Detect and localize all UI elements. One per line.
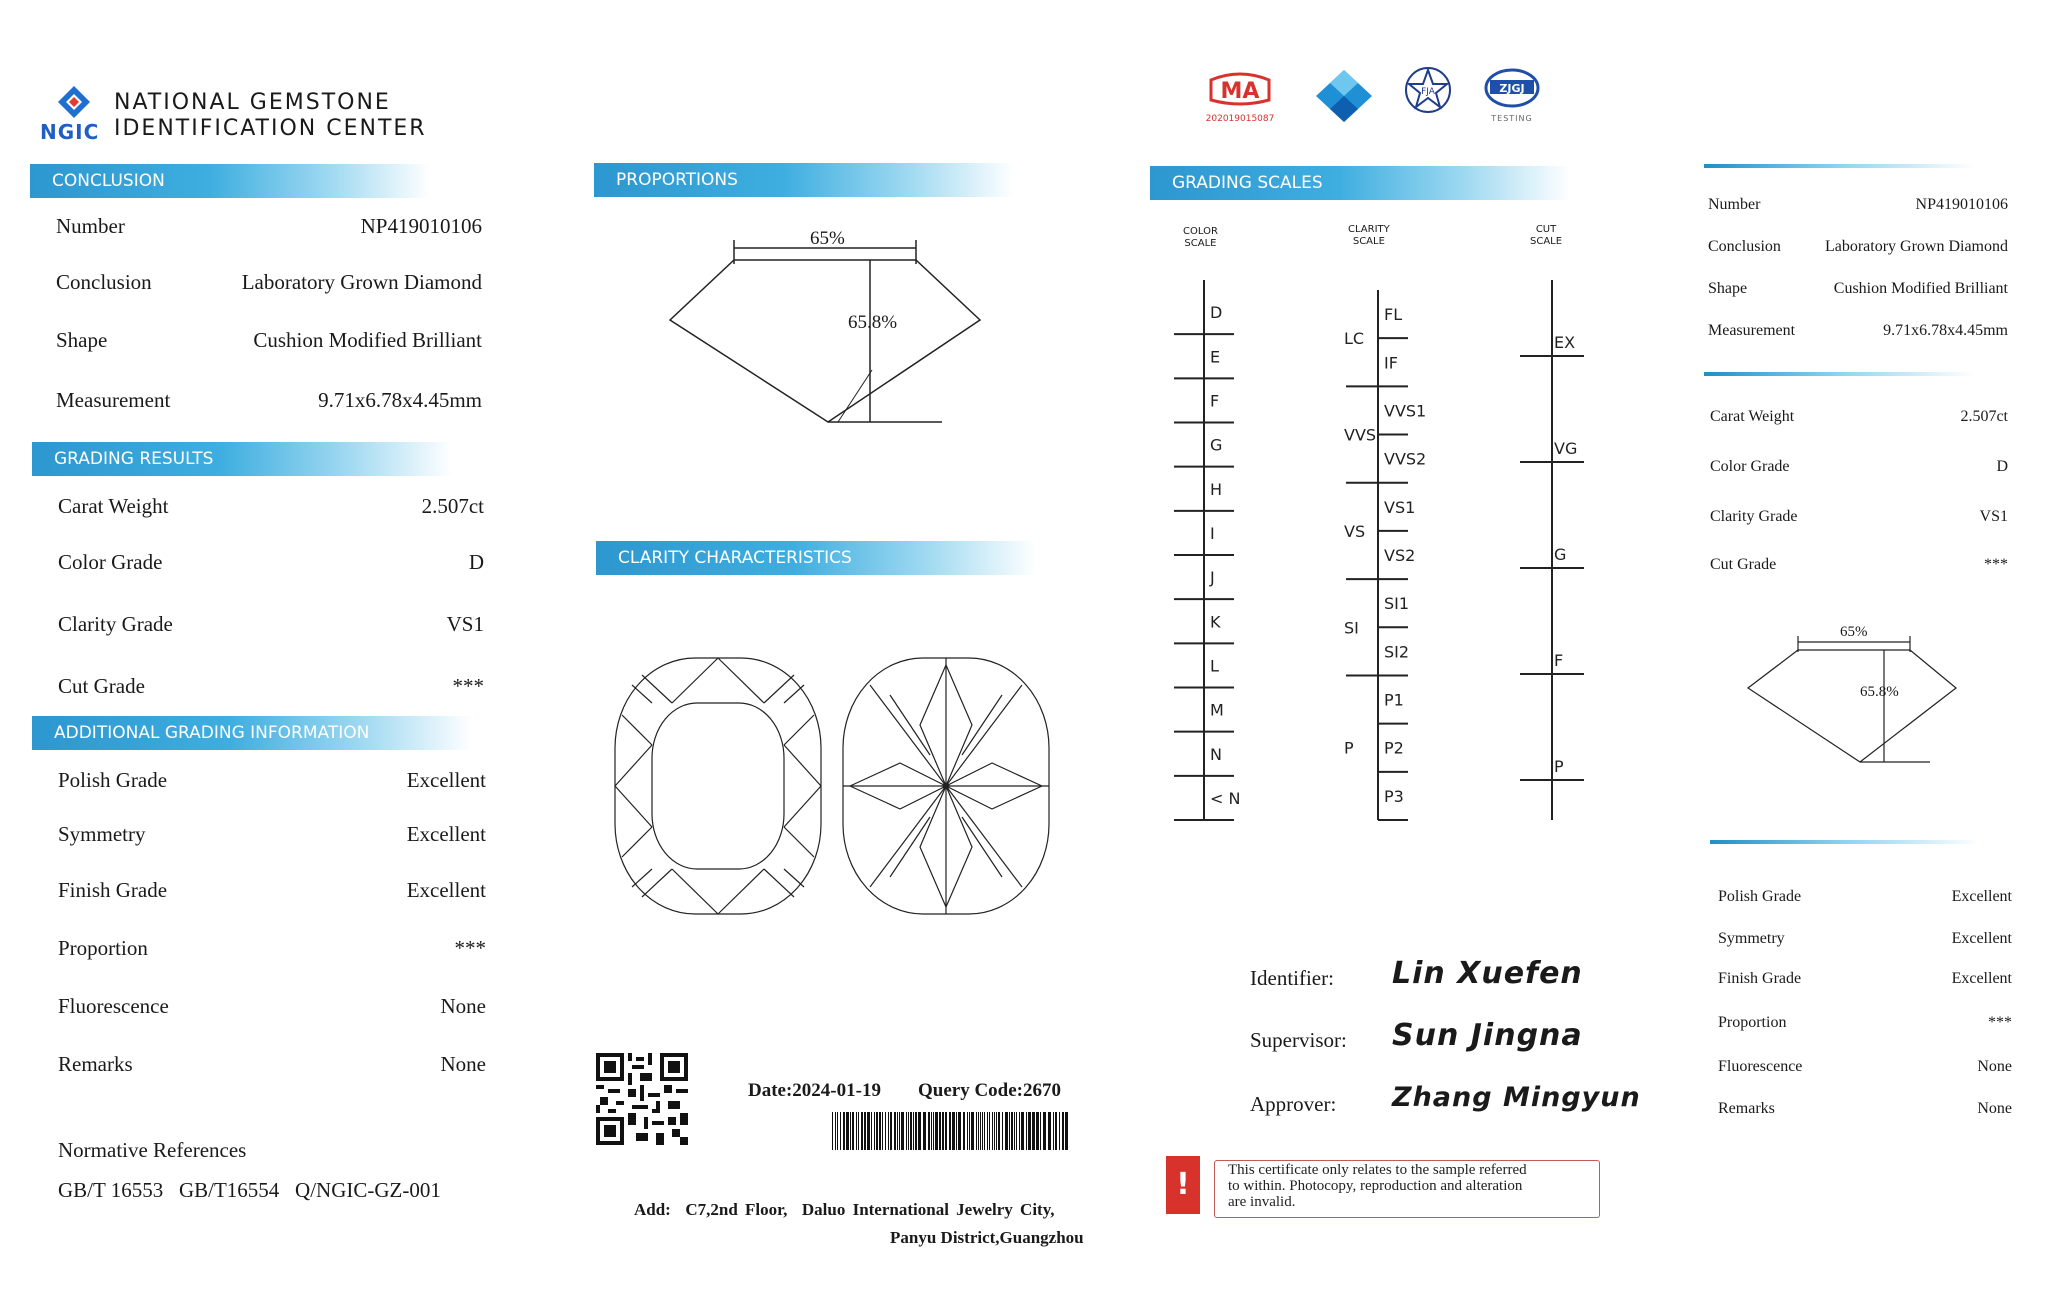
barcode-bar — [1043, 1112, 1046, 1150]
barcode-bar — [906, 1112, 907, 1150]
info-row-label: Fluorescence — [1718, 1058, 1803, 1075]
info-row-value: D — [468, 550, 484, 574]
barcode-bar — [1002, 1112, 1003, 1150]
ma-seal-icon — [1205, 70, 1275, 110]
cut-grade-label: P — [1554, 757, 1564, 776]
color-grade-label: I — [1210, 523, 1215, 543]
barcode-bar — [963, 1112, 965, 1150]
barcode-bar — [945, 1112, 947, 1150]
info-row-label: Clarity Grade — [1710, 508, 1798, 525]
barcode-bar — [1005, 1112, 1008, 1150]
barcode-bar — [1059, 1112, 1060, 1150]
clarity-grade-label: SI1 — [1384, 594, 1410, 614]
info-row-label: Shape — [1708, 280, 1748, 297]
barcode-bar — [958, 1112, 961, 1150]
info-row — [56, 328, 482, 358]
barcode-bar — [874, 1112, 875, 1150]
clarity-grade-label: SI2 — [1384, 642, 1410, 662]
info-row-value: D — [1996, 458, 2008, 475]
accreditation-code: 202019015087 — [1205, 114, 1275, 124]
clarity-characteristics-header: CLARITY CHARACTERISTICS — [596, 541, 1036, 575]
address-line2: Panyu District,Guangzhou — [890, 1228, 1084, 1247]
color-grade-label: < N — [1210, 788, 1241, 808]
address-line1: Add: C7,2nd Floor, Daluo International Jewelry City, — [634, 1200, 1055, 1219]
barcode-bar — [996, 1112, 997, 1150]
barcode-bar — [1053, 1112, 1054, 1150]
info-row-value: *** — [454, 936, 486, 960]
info-row-label: Cut Grade — [58, 674, 145, 698]
info-row-value: *** — [452, 674, 484, 698]
barcode-bar — [918, 1112, 921, 1150]
info-row-value: 2.507ct — [421, 494, 484, 518]
diamond-mark-icon — [1312, 66, 1376, 124]
info-row — [58, 994, 486, 1024]
barcode-bar — [915, 1112, 917, 1150]
barcode-bar — [978, 1112, 979, 1150]
info-row-value: Excellent — [1951, 970, 2012, 987]
info-row-value: VS1 — [446, 612, 484, 636]
info-row — [1718, 1100, 2012, 1130]
color-scale-title-2: SCALE — [1184, 238, 1217, 249]
info-row — [1708, 280, 2008, 310]
color-scale-title — [1183, 226, 1218, 250]
barcode-bar — [982, 1112, 983, 1150]
color-grade-label: H — [1210, 479, 1223, 499]
barcode — [832, 1112, 1072, 1150]
right-proportions-diagram — [1744, 622, 1964, 768]
barcode-bar — [858, 1112, 859, 1150]
notice-line1: This certificate only relates to the sample referred — [1228, 1162, 1527, 1178]
barcode-bar — [980, 1112, 981, 1150]
grading-results-header: GRADING RESULTS — [32, 442, 452, 476]
clarity-group-label: SI — [1344, 618, 1359, 638]
normative-label: Normative References — [58, 1138, 247, 1162]
barcode-bar — [1026, 1112, 1027, 1150]
barcode-bar — [910, 1112, 912, 1150]
info-row-label: Shape — [56, 328, 108, 352]
proportions-header: PROPORTIONS — [594, 163, 1014, 197]
clarity-grade-label: VS2 — [1384, 546, 1416, 565]
barcode-bar — [952, 1112, 955, 1150]
info-row-label: Carat Weight — [1710, 408, 1795, 425]
info-row-label: Measurement — [1708, 322, 1796, 339]
info-row-label: Symmetry — [58, 822, 146, 846]
info-row — [58, 936, 486, 966]
barcode-bar — [1055, 1112, 1057, 1150]
barcode-bar — [843, 1112, 845, 1150]
barcode-bar — [923, 1112, 926, 1150]
clarity-group-label: LC — [1344, 329, 1365, 349]
info-row — [58, 494, 484, 524]
info-row-label: Fluorescence — [58, 994, 169, 1018]
barcode-bar — [987, 1112, 988, 1150]
barcode-bar — [885, 1112, 886, 1150]
cut-grade-label: EX — [1554, 333, 1576, 352]
fja-logo — [1403, 62, 1453, 116]
barcode-bar — [832, 1112, 833, 1150]
fja-star-icon — [1403, 62, 1453, 116]
grading-scales-chart — [1160, 270, 1600, 830]
barcode-bar — [1019, 1112, 1020, 1150]
approver-label: Approver: — [1250, 1092, 1337, 1116]
center-title-line1: NATIONAL GEMSTONE — [114, 90, 391, 115]
fja-logo-text: FJA — [1421, 87, 1435, 97]
barcode-bar — [949, 1112, 951, 1150]
cut-grade-label: VG — [1554, 439, 1578, 458]
info-row-value: NP419010106 — [360, 214, 482, 238]
barcode-bar — [840, 1112, 841, 1150]
info-row — [1718, 1014, 2012, 1044]
cut-scale-title — [1530, 224, 1562, 248]
info-row-label: Remarks — [58, 1052, 133, 1076]
barcode-bar — [1040, 1112, 1041, 1150]
info-row-value: Cushion Modified Brilliant — [1833, 280, 2008, 297]
identifier-signature: Lin Xuefen — [1392, 956, 1583, 991]
cut-grade-label: F — [1554, 651, 1564, 670]
info-row-label: Symmetry — [1718, 930, 1785, 947]
info-row-value: 9.71x6.78x4.45mm — [318, 388, 482, 412]
barcode-bar — [864, 1112, 866, 1150]
info-row-value: Excellent — [1951, 888, 2012, 905]
barcode-bar — [1021, 1112, 1024, 1150]
supervisor-label: Supervisor: — [1250, 1028, 1347, 1052]
cut-scale-title-2: SCALE — [1530, 236, 1563, 247]
clarity-plot-pavilion — [840, 655, 1052, 917]
barcode-bar — [994, 1112, 995, 1150]
zjgj-logo-text: ZJGJ — [1499, 82, 1525, 95]
info-row-label: Number — [56, 214, 125, 238]
barcode-bar — [888, 1112, 889, 1150]
notice-line2: to within. Photocopy, reproduction and alteration — [1228, 1178, 1523, 1194]
info-row-label: Color Grade — [58, 550, 163, 574]
ma-logo-text: MA — [1220, 79, 1260, 104]
info-row-label: Conclusion — [56, 270, 152, 294]
info-row — [1718, 970, 2012, 1000]
center-title-line2: IDENTIFICATION CENTER — [114, 116, 427, 141]
clarity-grade-label: FL — [1384, 305, 1403, 325]
barcode-bar — [1028, 1112, 1031, 1150]
info-row — [58, 612, 484, 642]
barcode-bar — [1062, 1112, 1064, 1150]
barcode-bar — [967, 1112, 968, 1150]
info-row-value: None — [1977, 1100, 2012, 1117]
grading-scales-header: GRADING SCALES — [1150, 166, 1570, 200]
info-row-label: Polish Grade — [1718, 888, 1802, 905]
info-row-value: *** — [1988, 1014, 2012, 1031]
clarity-plot-crown — [612, 655, 824, 917]
clarity-grade-label: P1 — [1384, 690, 1404, 710]
info-row — [1710, 408, 2008, 438]
clarity-grade-label: VVS2 — [1384, 449, 1427, 469]
barcode-bar — [871, 1112, 872, 1150]
barcode-bar — [1036, 1112, 1039, 1150]
barcode-bar — [850, 1112, 851, 1150]
barcode-bar — [976, 1112, 977, 1150]
barcode-bar — [897, 1112, 898, 1150]
barcode-bar — [879, 1112, 881, 1150]
info-row-label: Cut Grade — [1710, 556, 1777, 573]
barcode-bar — [890, 1112, 892, 1150]
query-code: Query Code:2670 — [918, 1080, 1062, 1101]
proportions-table-pct: 65% — [810, 228, 845, 249]
info-row-value: Excellent — [406, 768, 486, 792]
color-grade-label: D — [1210, 303, 1223, 323]
info-row — [1708, 238, 2008, 268]
info-row — [1710, 458, 2008, 488]
clarity-grade-label: VVS1 — [1384, 401, 1427, 421]
zjgj-globe-icon — [1482, 66, 1542, 110]
info-row — [58, 1052, 486, 1082]
zjgj-logo — [1482, 66, 1542, 124]
barcode-bar — [989, 1112, 990, 1150]
info-row-label: Color Grade — [1710, 458, 1790, 475]
barcode-bar — [956, 1112, 957, 1150]
info-row-label: Polish Grade — [58, 768, 168, 792]
info-row — [58, 878, 486, 908]
proportions-depth-pct: 65.8% — [848, 312, 898, 333]
info-row — [1718, 930, 2012, 960]
notice-box — [1166, 1154, 1606, 1224]
color-scale-title-1: COLOR — [1183, 226, 1218, 237]
barcode-bar — [1009, 1112, 1010, 1150]
barcode-bar — [1016, 1112, 1017, 1150]
identifier-label: Identifier: — [1250, 966, 1334, 990]
warning-icon: ! — [1166, 1156, 1200, 1214]
barcode-bar — [969, 1112, 970, 1150]
cut-scale-title-1: CUT — [1535, 224, 1557, 235]
ngic-logo-text: NGIC — [40, 120, 100, 144]
info-row-label: Carat Weight — [58, 494, 169, 518]
right-table-pct: 65% — [1840, 624, 1868, 640]
barcode-bar — [852, 1112, 854, 1150]
notice-line3: are invalid. — [1228, 1194, 1296, 1210]
barcode-bar — [992, 1112, 993, 1150]
info-row — [1710, 508, 2008, 538]
barcode-bar — [913, 1112, 914, 1150]
barcode-bar — [1048, 1112, 1051, 1150]
clarity-grade-label: P2 — [1384, 738, 1404, 758]
info-row-label: Clarity Grade — [58, 612, 173, 636]
info-row — [56, 214, 482, 244]
info-row — [1710, 556, 2008, 586]
barcode-bar — [998, 1112, 1000, 1150]
zjgj-sub-text: TESTING — [1491, 114, 1533, 123]
clarity-group-label: VS — [1344, 521, 1366, 541]
barcode-bar — [894, 1112, 896, 1150]
barcode-bar — [867, 1112, 870, 1150]
info-row-value: VS1 — [1979, 508, 2008, 525]
barcode-bar — [882, 1112, 883, 1150]
info-row-label: Finish Grade — [1718, 970, 1802, 987]
qr-code — [596, 1052, 688, 1146]
info-row-value: 2.507ct — [1960, 408, 2008, 425]
color-grade-label: N — [1210, 744, 1222, 764]
cut-grade-label: G — [1554, 545, 1567, 564]
color-grade-label: K — [1210, 612, 1221, 632]
right-depth-pct: 65.8% — [1860, 684, 1899, 700]
info-row — [1708, 322, 2008, 352]
clarity-grade-label: P3 — [1384, 786, 1404, 806]
clarity-grade-label: VS1 — [1384, 497, 1416, 517]
info-row-value: 9.71x6.78x4.45mm — [1883, 322, 2008, 339]
clarity-scale-title — [1348, 224, 1390, 248]
supervisor-signature: Sun Jingna — [1392, 1018, 1583, 1053]
barcode-bar — [856, 1112, 857, 1150]
barcode-bar — [1065, 1112, 1068, 1150]
barcode-bar — [1032, 1112, 1035, 1150]
barcode-bar — [899, 1112, 900, 1150]
info-row-value: Excellent — [1951, 930, 2012, 947]
blue-diamond-logo — [1312, 66, 1376, 124]
info-row-value: None — [440, 1052, 486, 1076]
barcode-bar — [971, 1112, 974, 1150]
barcode-bar — [837, 1112, 838, 1150]
info-row-value: Excellent — [406, 822, 486, 846]
color-grade-label: L — [1210, 656, 1219, 676]
info-row-label: Proportion — [58, 936, 148, 960]
ma-logo — [1205, 70, 1275, 125]
barcode-bar — [984, 1112, 985, 1150]
barcode-bar — [908, 1112, 909, 1150]
info-row — [58, 550, 484, 580]
color-grade-label: F — [1210, 391, 1220, 411]
conclusion-header: CONCLUSION — [30, 164, 430, 198]
info-row-label: Measurement — [56, 388, 171, 412]
barcode-bar — [939, 1112, 941, 1150]
barcode-bar — [942, 1112, 944, 1150]
info-row — [1718, 1058, 2012, 1088]
info-row — [58, 674, 484, 704]
info-row-label: Conclusion — [1708, 238, 1781, 255]
color-grade-label: M — [1210, 700, 1224, 720]
color-grade-label: J — [1210, 568, 1215, 588]
info-row — [1708, 196, 2008, 226]
info-row-label: Remarks — [1718, 1100, 1775, 1117]
barcode-bar — [931, 1112, 932, 1150]
info-row-value: Cushion Modified Brilliant — [253, 328, 482, 352]
barcode-bar — [928, 1112, 930, 1150]
info-row-value: None — [440, 994, 486, 1018]
info-row-value: None — [1977, 1058, 2012, 1075]
proportions-diagram — [660, 220, 990, 430]
barcode-bar — [1014, 1112, 1015, 1150]
info-row-value: Laboratory Grown Diamond — [1824, 238, 2008, 255]
info-row-label: Number — [1708, 196, 1761, 213]
clarity-group-label: P — [1344, 738, 1354, 758]
issue-date: Date:2024-01-19 — [748, 1080, 881, 1101]
info-row-value: *** — [1984, 556, 2008, 573]
info-row-label: Finish Grade — [58, 878, 168, 902]
info-row — [58, 822, 486, 852]
barcode-bar — [876, 1112, 878, 1150]
color-grade-label: E — [1210, 347, 1221, 367]
right-divider-bottom — [1710, 840, 1980, 844]
additional-info-header: ADDITIONAL GRADING INFORMATION — [32, 716, 472, 750]
barcode-bar — [1011, 1112, 1013, 1150]
clarity-scale-title-2: SCALE — [1352, 236, 1385, 247]
info-row-label: Proportion — [1718, 1014, 1787, 1031]
clarity-group-label: VVS — [1344, 425, 1377, 445]
barcode-bar — [901, 1112, 904, 1150]
info-row-value: Excellent — [406, 878, 486, 902]
info-row — [56, 388, 482, 418]
normative-refs: GB/T 16553 GB/T16554 Q/NGIC-GZ-001 — [58, 1178, 441, 1202]
info-row — [56, 270, 482, 300]
barcode-bar — [835, 1112, 836, 1150]
info-row-value: NP419010106 — [1915, 196, 2008, 213]
color-grade-label: G — [1210, 435, 1223, 455]
clarity-grade-label: IF — [1384, 353, 1398, 373]
right-divider-top — [1704, 164, 1974, 168]
barcode-bar — [933, 1112, 934, 1150]
info-row — [1718, 888, 2012, 918]
clarity-scale-title-1: CLARITY — [1348, 224, 1390, 235]
barcode-bar — [846, 1112, 849, 1150]
info-row — [58, 768, 486, 798]
approver-signature: Zhang Mingyun — [1392, 1082, 1641, 1113]
info-row-value: Laboratory Grown Diamond — [241, 270, 482, 294]
right-divider-mid — [1704, 372, 1974, 376]
barcode-bar — [861, 1112, 863, 1150]
barcode-bar — [935, 1112, 938, 1150]
